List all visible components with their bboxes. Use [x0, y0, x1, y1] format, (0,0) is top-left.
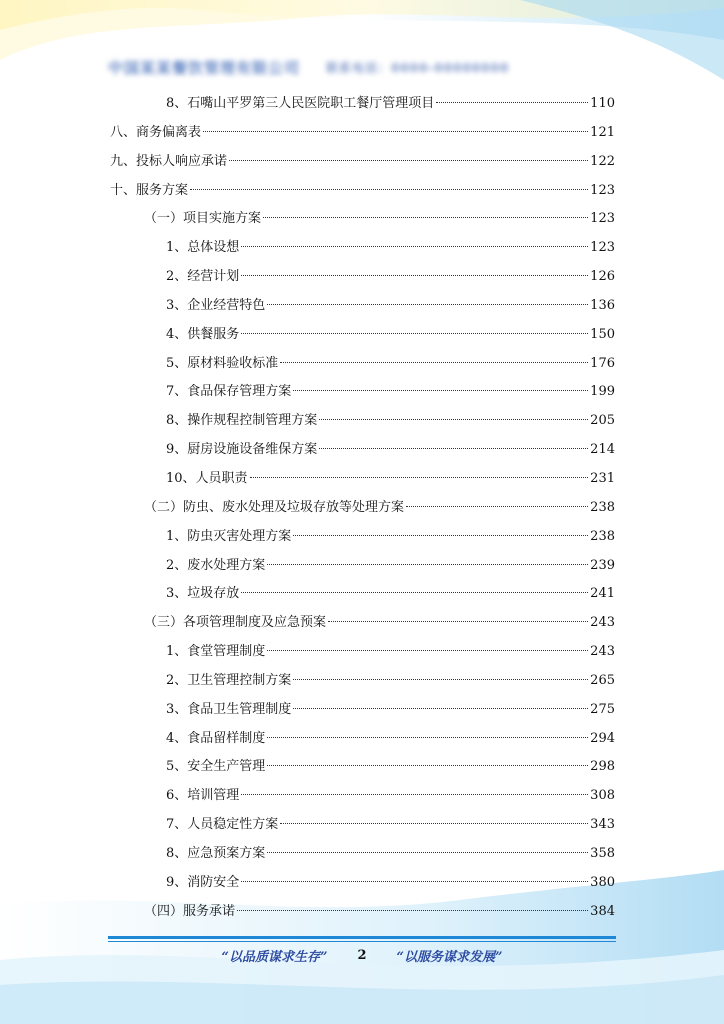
toc-entry[interactable] — [110, 667, 615, 696]
toc-entry-page: 123 — [590, 211, 615, 227]
toc-leader-dots — [328, 621, 588, 622]
toc-entry-label: 八、商务偏离表 — [110, 124, 202, 140]
toc-leader-dots — [280, 823, 588, 824]
toc-leader-dots — [241, 794, 588, 795]
toc-entry-label: （四）服务承诺 — [144, 903, 236, 919]
toc-entry[interactable] — [110, 436, 615, 465]
toc-leader-dots — [263, 217, 588, 218]
toc-entry-page: 358 — [590, 845, 615, 861]
toc-entry-page: 308 — [590, 788, 615, 804]
toc-entry[interactable] — [110, 119, 615, 148]
toc-entry-label: （二）防虫、废水处理及垃圾存放等处理方案 — [144, 499, 405, 515]
toc-leader-dots — [241, 275, 588, 276]
footer-divider-bottom — [108, 941, 616, 942]
toc-entry[interactable] — [110, 869, 615, 898]
header-contact: 联系电话：0000-00000000 — [326, 60, 510, 75]
footer-slogan-left: “以品质谋求生存” — [221, 949, 328, 965]
toc-entry[interactable] — [110, 523, 615, 552]
toc-entry-label: 3、垃圾存放 — [166, 586, 240, 602]
toc-leader-dots — [267, 564, 588, 565]
toc-entry[interactable] — [110, 811, 615, 840]
toc-entry[interactable] — [110, 725, 615, 754]
toc-entry-label: 9、消防安全 — [166, 874, 240, 890]
toc-leader-dots — [190, 189, 588, 190]
toc-entry-label: 4、供餐服务 — [166, 326, 240, 342]
toc-entry-page: 110 — [590, 96, 615, 111]
toc-entry-page: 239 — [590, 557, 615, 573]
toc-entry[interactable] — [110, 465, 615, 494]
toc-entry-page: 384 — [590, 903, 615, 919]
toc-entry-label: （三）各项管理制度及应急预案 — [144, 615, 327, 631]
toc-leader-dots — [267, 650, 588, 651]
toc-entry-page: 380 — [590, 874, 615, 890]
toc-leader-dots — [267, 737, 588, 738]
toc-leader-dots — [280, 362, 588, 363]
toc-entry-page: 126 — [590, 269, 615, 285]
toc-entry-page: 150 — [590, 326, 615, 342]
toc-entry[interactable] — [110, 148, 615, 177]
toc-entry-page: 275 — [590, 701, 615, 717]
toc-entry-page: 176 — [590, 355, 615, 371]
toc-entry-page: 205 — [590, 413, 615, 429]
toc-entry-label: 4、食品留样制度 — [166, 730, 266, 746]
toc-leader-dots — [241, 592, 588, 593]
toc-entry[interactable] — [110, 494, 615, 523]
toc-entry-page: 121 — [590, 124, 615, 140]
toc-entry[interactable] — [110, 90, 615, 119]
footer-divider-top — [108, 936, 616, 939]
toc-leader-dots — [293, 390, 588, 391]
toc-entry[interactable] — [110, 407, 615, 436]
toc-entry-page: 241 — [590, 586, 615, 602]
toc-entry-label: 1、防虫灭害处理方案 — [166, 528, 292, 544]
toc-entry-label: 十、服务方案 — [110, 182, 189, 198]
toc-entry-label: 2、经营计划 — [166, 269, 240, 285]
toc-leader-dots — [319, 448, 588, 449]
toc-entry[interactable] — [110, 753, 615, 782]
toc-entry-page: 123 — [590, 182, 615, 198]
toc-entry-label: 7、食品保存管理方案 — [166, 384, 292, 400]
toc-leader-dots — [241, 881, 588, 882]
toc-entry-page: 123 — [590, 240, 615, 256]
page-number: 2 — [357, 947, 367, 963]
toc-entry-label: 10、人员职责 — [166, 470, 248, 486]
toc-entry[interactable] — [110, 378, 615, 407]
toc-entry[interactable] — [110, 321, 615, 350]
toc-entry[interactable] — [110, 609, 615, 638]
toc-leader-dots — [241, 246, 588, 247]
toc-entry-page: 265 — [590, 672, 615, 688]
toc-entry[interactable] — [110, 696, 615, 725]
toc-entry-page: 122 — [590, 153, 615, 169]
toc-entry-label: 2、卫生管理控制方案 — [166, 672, 292, 688]
toc-entry-label: 3、企业经营特色 — [166, 297, 266, 313]
toc-entry-label: 5、原材料验收标准 — [166, 355, 279, 371]
toc-leader-dots — [293, 708, 588, 709]
toc-entry[interactable] — [110, 205, 615, 234]
toc-entry-page: 298 — [590, 759, 615, 775]
toc-entry[interactable] — [110, 898, 615, 927]
toc-leader-dots — [229, 160, 588, 161]
toc-entry[interactable] — [110, 638, 615, 667]
toc-entry-page: 214 — [590, 442, 615, 458]
toc-entry-label: 3、食品卫生管理制度 — [166, 701, 292, 717]
toc-entry-label: 7、人员稳定性方案 — [166, 817, 279, 833]
header-company-name: 中国某某餐饮管理有限公司 — [108, 58, 301, 77]
toc-entry-page: 199 — [590, 384, 615, 400]
toc-entry[interactable] — [110, 552, 615, 581]
toc-entry[interactable] — [110, 782, 615, 811]
toc-entry-label: （一）项目实施方案 — [144, 211, 262, 227]
toc-leader-dots — [293, 679, 588, 680]
toc-leader-dots — [436, 102, 588, 103]
footer-slogan-right: “以服务谋求发展” — [396, 949, 503, 965]
toc-entry-label: 8、操作规程控制管理方案 — [166, 413, 318, 429]
page-header — [108, 56, 618, 78]
toc-entry[interactable] — [110, 580, 615, 609]
toc-entry[interactable] — [110, 234, 615, 263]
toc-entry-page: 243 — [590, 644, 615, 660]
toc-entry-label: 5、安全生产管理 — [166, 759, 266, 775]
toc-leader-dots — [203, 131, 588, 132]
table-of-contents — [110, 90, 615, 926]
toc-entry-page: 136 — [590, 297, 615, 313]
toc-entry-label: 8、应急预案方案 — [166, 845, 266, 861]
toc-entry[interactable] — [110, 840, 615, 869]
toc-leader-dots — [406, 506, 588, 507]
toc-entry-label: 九、投标人响应承诺 — [110, 153, 228, 169]
toc-entry-label: 8、石嘴山平罗第三人民医院职工餐厅管理项目 — [166, 96, 435, 111]
toc-entry-label: 6、培训管理 — [166, 788, 240, 804]
toc-entry-label: 1、食堂管理制度 — [166, 644, 266, 660]
toc-entry-page: 243 — [590, 615, 615, 631]
toc-leader-dots — [241, 333, 588, 334]
toc-leader-dots — [267, 852, 588, 853]
toc-entry[interactable] — [110, 177, 615, 206]
toc-entry-page: 343 — [590, 817, 615, 833]
toc-leader-dots — [250, 477, 589, 478]
toc-leader-dots — [237, 910, 588, 911]
toc-entry-page: 238 — [590, 528, 615, 544]
toc-leader-dots — [293, 535, 588, 536]
toc-entry-page: 238 — [590, 499, 615, 515]
toc-entry-page: 231 — [590, 470, 615, 486]
toc-entry[interactable] — [110, 292, 615, 321]
toc-entry[interactable] — [110, 350, 615, 379]
toc-leader-dots — [319, 419, 588, 420]
toc-entry[interactable] — [110, 263, 615, 292]
toc-leader-dots — [267, 765, 588, 766]
toc-leader-dots — [267, 304, 588, 305]
toc-entry-label: 1、总体设想 — [166, 240, 240, 256]
toc-entry-label: 2、废水处理方案 — [166, 557, 266, 573]
toc-entry-label: 9、厨房设施设备维保方案 — [166, 442, 318, 458]
page-footer — [108, 944, 616, 966]
toc-entry-page: 294 — [590, 730, 615, 746]
